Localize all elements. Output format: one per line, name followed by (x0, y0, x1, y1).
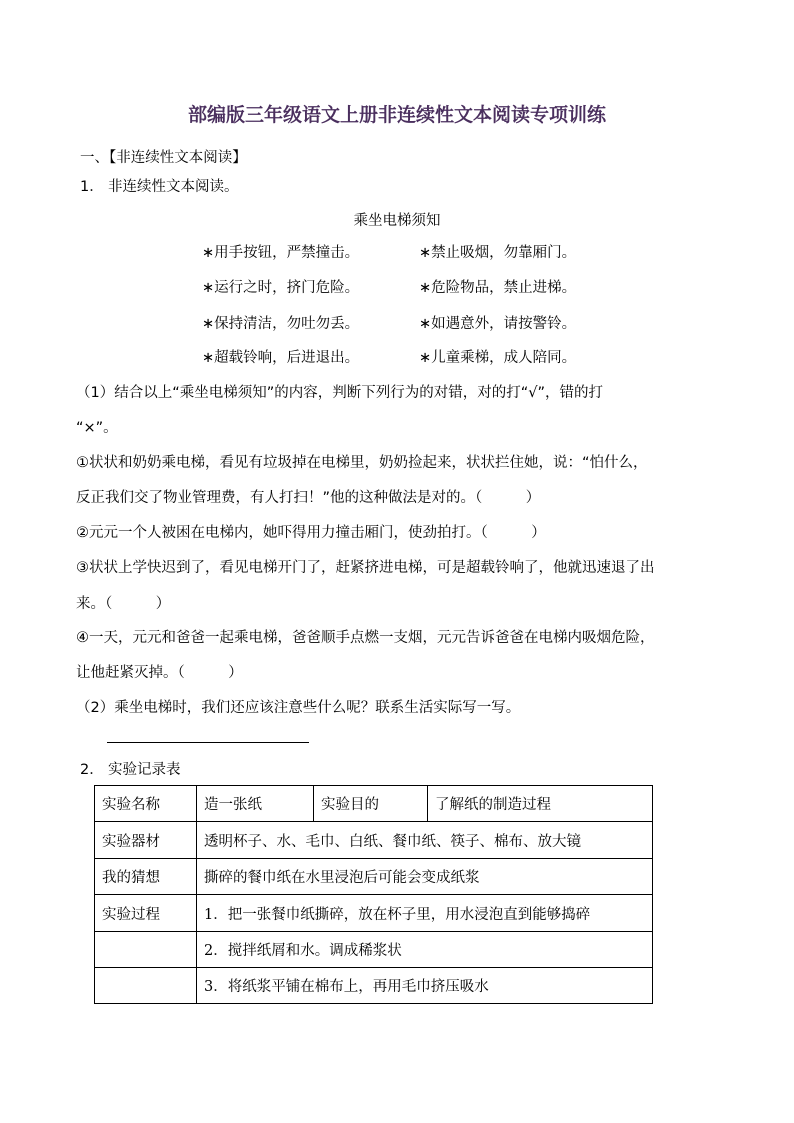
sub-question-1-line1: （1）结合以上“乘坐电梯须知”的内容，判断下列行为的对错，对的打“√”，错的打 (76, 385, 604, 401)
question-1-prompt: 非连续性文本阅读。 (108, 179, 239, 195)
judgement-item-3-line1: ③状状上学快迟到了，看见电梯开门了，赶紧挤进电梯，可是超载铃响了，他就迅速退了出 (76, 560, 655, 576)
judgement-item-1-line1: ①状状和奶奶乘电梯，看见有垃圾掉在电梯里，奶奶捡起来，状状拦住她，说：“怕什么， (76, 455, 648, 471)
table-cell-label: 实验名称 (95, 786, 197, 822)
table-cell-value: 2．搅拌纸屑和水。调成稀浆状 (197, 932, 653, 968)
notice-rule-left: ∗用手按钮，严禁撞击。 (202, 245, 360, 261)
notice-rule-left: ∗超载铃响，后进退出。 (202, 350, 360, 366)
judgement-item-1-line2: 反正我们交了物业管理费，有人打扫！”他的这种做法是对的。（ ） (76, 490, 541, 506)
table-cell-value: 透明杯子、水、毛巾、白纸、餐巾纸、筷子、棉布、放大镜 (197, 822, 653, 859)
question-1-number: 1． (80, 179, 104, 195)
sub-question-2: （2）乘坐电梯时，我们还应该注意些什么呢？联系生活实际写一写。 (76, 700, 521, 716)
notice-rule-right: ∗儿童乘梯，成人陪同。 (419, 350, 577, 366)
question-2-prompt: 实验记录表 (108, 762, 181, 778)
table-row (95, 786, 653, 822)
sub-question-1-line2: “×”。 (76, 420, 118, 436)
table-cell-label: 实验过程 (95, 895, 197, 932)
judgement-item-4-line1: ④一天，元元和爸爸一起乘电梯，爸爸顺手点燃一支烟，元元告诉爸爸在电梯内吸烟危险， (76, 630, 655, 646)
table-cell-label: 我的猜想 (95, 859, 197, 895)
table-cell-label: 实验器材 (95, 822, 197, 859)
notice-rule-left: ∗保持清洁，勿吐勿丢。 (202, 316, 360, 332)
table-cell-value: 3．将纸浆平铺在棉布上，再用毛巾挤压吸水 (197, 968, 653, 1004)
question-2-number: 2． (80, 762, 104, 778)
table-row (95, 932, 653, 968)
notice-rule-right: ∗如遇意外，请按警铃。 (419, 316, 577, 332)
notice-rule-right: ∗危险物品，禁止进梯。 (419, 280, 577, 296)
table-cell-value: 造一张纸 (197, 786, 314, 822)
table-cell-value: 了解纸的制造过程 (428, 786, 653, 822)
judgement-item-2: ②元元一个人被困在电梯内，她吓得用力撞击厢门，使劲拍打。（ ） (76, 525, 546, 541)
notice-rule-left: ∗运行之时，挤门危险。 (202, 280, 360, 296)
table-cell-empty (95, 932, 197, 968)
table-cell-value: 撕碎的餐巾纸在水里浸泡后可能会变成纸浆 (197, 859, 653, 895)
table-row (95, 859, 653, 895)
answer-line (107, 742, 309, 743)
page-title: 部编版三年级语文上册非连续性文本阅读专项训练 (187, 104, 606, 126)
table-cell-empty (95, 968, 197, 1004)
notice-title: 乘坐电梯须知 (353, 213, 441, 229)
table-row (95, 822, 653, 859)
judgement-item-3-line2: 来。（ ） (76, 596, 171, 612)
section-heading: 一、【非连续性文本阅读】 (80, 150, 247, 166)
table-cell-label: 实验目的 (314, 786, 428, 822)
table-row (95, 895, 653, 932)
notice-rule-right: ∗禁止吸烟，勿靠厢门。 (419, 245, 577, 261)
table-cell-value: 1．把一张餐巾纸撕碎，放在杯子里，用水浸泡直到能够捣碎 (197, 895, 653, 932)
judgement-item-4-line2: 让他赶紧灭掉。（ ） (76, 665, 243, 681)
experiment-record-table (94, 785, 653, 1004)
table-row (95, 968, 653, 1004)
